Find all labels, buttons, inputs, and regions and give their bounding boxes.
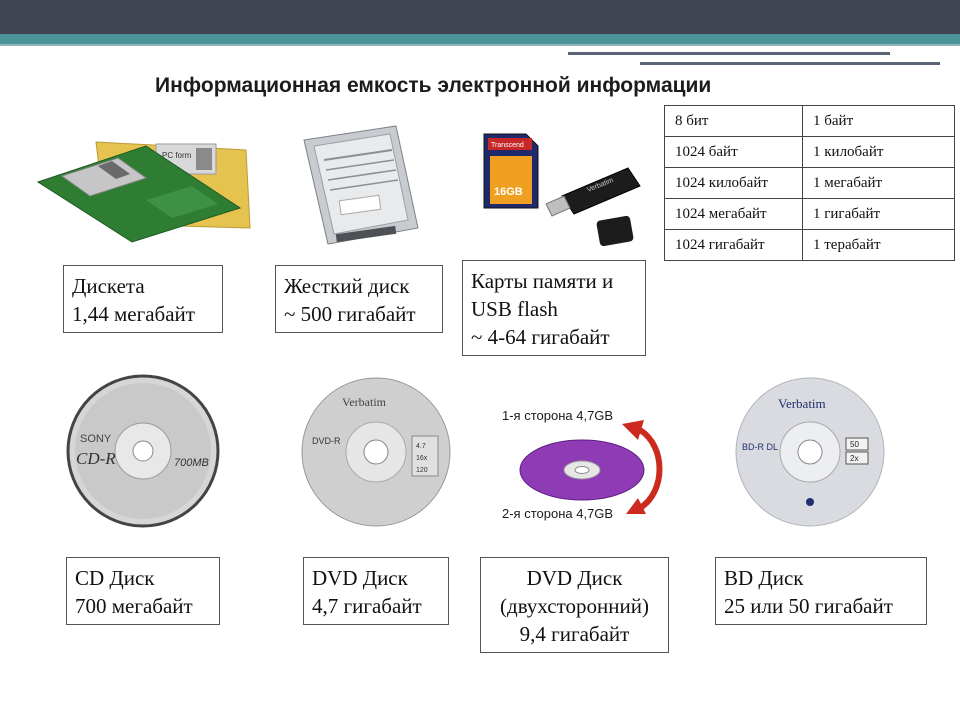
usb-flash-image [540, 160, 644, 252]
table-cell: 1 мегабайт [803, 168, 955, 199]
cd-brand-label: SONY [80, 433, 112, 445]
sd-brand-label: Transcend [491, 142, 524, 149]
table-cell: 1024 мегабайт [665, 199, 803, 230]
floppy-brand-label: PC form [162, 151, 192, 160]
floppy-name: Дискета [72, 274, 145, 298]
bd-name: BD Диск [724, 566, 804, 590]
dvd-label [303, 557, 449, 625]
bd-label [715, 557, 927, 625]
dvd-cap-2: 16x [416, 455, 428, 462]
dvd-name: DVD Диск [312, 566, 408, 590]
bd-image [734, 376, 886, 528]
table-cell: 1 килобайт [803, 137, 955, 168]
table-row [665, 230, 955, 261]
hard-drive-image [300, 124, 424, 248]
bd-cap-1: 50 [850, 440, 859, 449]
bd-brand-label: Verbatim [778, 396, 826, 411]
side-one-label: 1-я сторона 4,7GB [502, 408, 614, 423]
table-cell: 1024 килобайт [665, 168, 803, 199]
table-row [665, 168, 955, 199]
bd-capacity: 25 или 50 гигабайт [724, 594, 893, 618]
memory-card-name: Карты памяти и [471, 269, 614, 293]
sd-card-image [482, 132, 540, 210]
bd-type-label: BD-R DL [742, 442, 779, 452]
table-cell: 1024 байт [665, 137, 803, 168]
table-row [665, 106, 955, 137]
table-cell: 8 бит [665, 106, 803, 137]
bd-cap-2: 2x [850, 454, 859, 463]
dvd-brand-label: Verbatim [342, 395, 386, 409]
double-dvd-name: DVD Диск [526, 566, 623, 590]
cd-type-label: CD-R [76, 449, 116, 468]
cd-name: CD Диск [75, 566, 155, 590]
memory-card-label [462, 260, 646, 356]
sd-capacity-label: 16GB [494, 186, 523, 198]
table-row [665, 137, 955, 168]
cd-label [66, 557, 220, 625]
slide-title: Информационная емкость электронной информации [155, 74, 712, 97]
table-cell: 1 байт [803, 106, 955, 137]
cd-capacity-label: 700MB [174, 457, 209, 469]
dvd-type-label: DVD-R [312, 436, 341, 446]
dvd-image [300, 376, 452, 528]
top-bar [0, 0, 960, 34]
table-cell: 1 гигабайт [803, 199, 955, 230]
memory-card-capacity: ~ 4-64 гигабайт [471, 325, 610, 349]
floppy-capacity: 1,44 мегабайт [72, 302, 195, 326]
table-row [665, 199, 955, 230]
dvd-capacity: 4,7 гигабайт [312, 594, 422, 618]
floppy-disk-image [36, 120, 260, 244]
floppy-label [63, 265, 223, 333]
units-table [664, 105, 955, 261]
double-dvd-capacity: 9,4 гигабайт [519, 622, 630, 646]
double-dvd-label [480, 557, 669, 653]
decor-line [568, 52, 890, 55]
teal-band [0, 34, 960, 44]
usb-flash-name: USB flash [471, 297, 558, 321]
double-dvd-type: (двухсторонний) [500, 594, 649, 618]
hard-drive-label [275, 265, 443, 333]
cd-image [66, 374, 220, 528]
side-two-label: 2-я сторона 4,7GB [502, 506, 614, 521]
hard-drive-capacity: ~ 500 гигабайт [284, 302, 416, 326]
dvd-cap-3: 120 [416, 467, 428, 474]
decor-line [640, 62, 940, 65]
table-cell: 1024 гигабайт [665, 230, 803, 261]
double-sided-dvd-image [490, 406, 670, 526]
cd-capacity: 700 мегабайт [75, 594, 193, 618]
dvd-cap-1: 4.7 [416, 443, 426, 450]
usb-brand-label: Verbatim [586, 177, 615, 194]
hard-drive-name: Жесткий диск [284, 274, 410, 298]
table-cell: 1 терабайт [803, 230, 955, 261]
divider-line [0, 44, 960, 46]
